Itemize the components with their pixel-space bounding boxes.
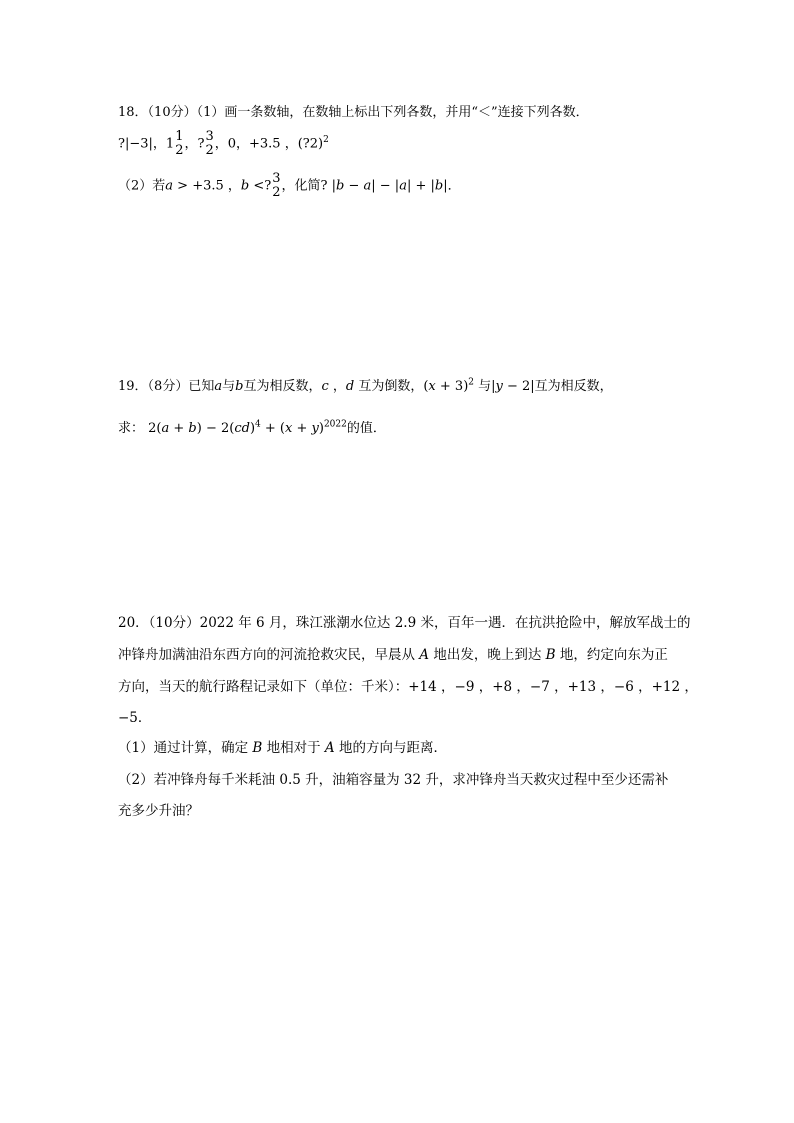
q18-l3-t2: > +3.5 ， — [173, 178, 241, 194]
q20-line2 — [118, 645, 668, 665]
q18-l3-fraction-num: 3 — [272, 171, 281, 186]
q18-line1: 18．（10分）（1）画一条数轴，在数轴上标出下列各数，并用“＜”连接下列各数． — [118, 105, 589, 120]
q20-l5-B: B — [252, 740, 263, 756]
q18-l3-v1: b — [336, 178, 345, 194]
q19-l1-d: d — [345, 379, 355, 394]
q18-fraction-2-den: 2 — [205, 143, 214, 158]
q19-l1-b: b — [235, 379, 244, 394]
q18-fraction-1-den: 2 — [175, 143, 184, 158]
q20-line5 — [118, 738, 447, 758]
q19-l1-c: c — [321, 379, 329, 394]
q19-l1-t6: + 3) — [435, 379, 469, 394]
q19-l1-t2: 与 — [222, 379, 236, 394]
q18-l3-v2: a — [363, 178, 372, 194]
q19-l1-t3: 互为相反数， — [243, 379, 322, 394]
q19-l2-t8: 的值． — [346, 421, 386, 436]
q20-l5-A: A — [324, 740, 335, 756]
q20-line6: （2）若冲锋舟每千米耗油 0.5 升，油箱容量为 32 升，求冲锋舟当天救灾过程中至少还需补 — [118, 772, 669, 788]
q20-line4: −5． — [118, 710, 152, 726]
q19-l2-t4: ) — [249, 421, 256, 436]
q20-l5-t3: 地的方向与距离． — [334, 740, 447, 756]
q18-l3-t1: （2）若 — [118, 178, 166, 194]
q19-l2-t1: 求： 2( — [118, 421, 162, 436]
q19-l1-t1: 19．（8分）已知 — [118, 379, 215, 394]
q20-l2-t1: 冲锋舟加满油沿东西方向的河流抢救灾民，早晨从 — [118, 647, 420, 663]
q19-l2-sup2: 2022 — [323, 419, 347, 430]
q18-l3-v3: a — [399, 178, 407, 194]
q20-line1: 20．（10分）2022 年 6 月，珠江涨潮水位达 2.9 米，百年一遇．在抗洪抢险中，解放军战士的 — [118, 615, 691, 631]
q19-l1-sup: 2 — [468, 377, 474, 388]
q19-l2-t3: ) − 2( — [196, 421, 235, 436]
q19-l2-t7: ) — [318, 421, 324, 436]
q18-mixed-number-int: 1 — [165, 136, 175, 152]
q19-l2-t6: + — [292, 421, 312, 436]
q19-l1-t7: 与| — [474, 379, 496, 394]
q18-l3-t5: − — [344, 178, 364, 194]
q20-l5-t1: （1）通过计算，确定 — [118, 740, 253, 756]
q19-l2-sup1: 4 — [255, 419, 261, 430]
q20-line3: 方向，当天的航行路程记录如下（单位：千米）：+14 ，−9 ，+8 ，−7 ，+13 ，−6 ，+12 ， — [118, 679, 698, 695]
q18-l3-t8: |． — [443, 178, 461, 194]
q20-l2-A: A — [419, 647, 430, 663]
q20-l5-t2: 地相对于 — [262, 740, 325, 756]
q18-l3-var-b: b — [240, 178, 250, 194]
q18-l3-var-a: a — [165, 178, 174, 194]
q19-l2-t2: + — [169, 421, 189, 436]
q18-l3-t4: ，化简? | — [281, 178, 336, 194]
q18-fraction-2 — [205, 130, 213, 158]
q18-l3-fraction — [272, 172, 280, 200]
q20-line7: 充多少升油？ — [118, 803, 199, 819]
q19-l2-x: x — [284, 421, 293, 436]
q18-l3-fraction-den: 2 — [272, 185, 281, 200]
q19-l1-t5: 互为倒数，( — [354, 379, 429, 394]
q19-l1-t8: − 2|互为相反数， — [502, 379, 613, 394]
q18-line2 — [118, 130, 329, 158]
q19-line2 — [118, 419, 386, 439]
q19-l2-b: b — [188, 421, 197, 436]
q18-line2-text2: ，? — [184, 136, 205, 152]
q18-line2-sup: 2 — [323, 135, 329, 146]
q19-l1-y: y — [495, 379, 503, 394]
q19-l2-a: a — [161, 421, 170, 436]
q18-line2-text3: ，0，+3.5 ，(?2) — [214, 136, 324, 152]
q19-l1-x: x — [428, 379, 436, 394]
q19-l2-cd: cd — [234, 421, 250, 436]
q18-l3-t7: | + | — [406, 178, 435, 194]
q18-l3-v4: b — [434, 178, 444, 194]
q19-l2-t5: + ( — [260, 421, 285, 436]
q20-l2-B: B — [545, 647, 556, 663]
q18-l3-t3: <? — [249, 178, 272, 194]
q18-line2-text1: ?|−3|， — [118, 136, 166, 152]
q20-l2-t3: 地，约定向东为正 — [555, 647, 668, 663]
q18-fraction-1-num: 1 — [175, 129, 184, 144]
q19-l1-t4: ， — [328, 379, 346, 394]
q18-fraction-1 — [175, 130, 183, 158]
q18-l3-t6: | − | — [371, 178, 400, 194]
q18-line3 — [118, 172, 461, 200]
q19-l1-a: a — [214, 379, 223, 394]
q19-line1 — [118, 377, 613, 397]
q18-fraction-2-num: 3 — [205, 129, 214, 144]
q19-l2-y: y — [311, 421, 319, 436]
q20-l2-t2: 地出发，晚上到达 — [429, 647, 546, 663]
